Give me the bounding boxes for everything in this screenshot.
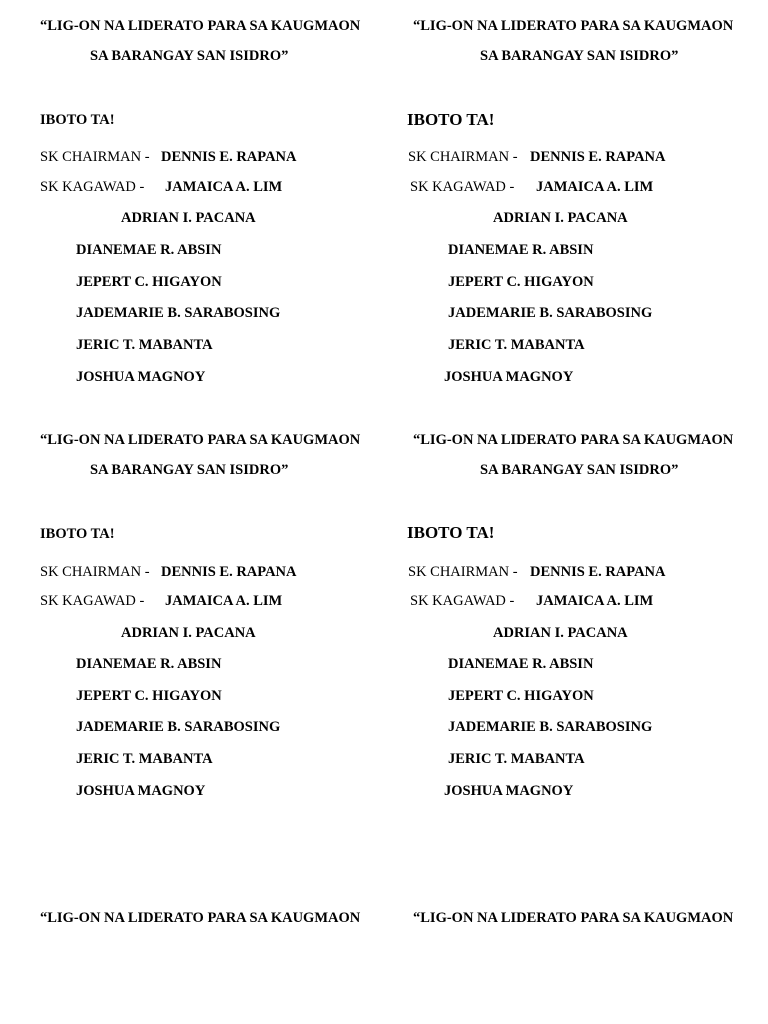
chairman-name: DENNIS E. RAPANA	[161, 564, 297, 580]
kagawad-name: JADEMARIE B. SARABOSING	[76, 719, 281, 735]
kagawad-name: DIANEMAE R. ABSIN	[448, 242, 594, 258]
vote-heading: IBOTO TA!	[40, 112, 115, 128]
kagawad-name: ADRIAN I. PACANA	[121, 210, 256, 226]
kagawad-label: SK KAGAWAD -	[40, 593, 145, 609]
slogan-line-1: “LIG-ON NA LIDERATO PARA SA KAUGMAON	[40, 910, 361, 926]
vote-heading: IBOTO TA!	[407, 110, 495, 129]
slogan-line-2: SA BARANGAY SAN ISIDRO”	[90, 48, 289, 64]
chairman-label: SK CHAIRMAN -	[40, 149, 150, 165]
kagawad-name: JADEMARIE B. SARABOSING	[448, 305, 653, 321]
slogan-line-1: “LIG-ON NA LIDERATO PARA SA KAUGMAON	[413, 910, 734, 926]
slogan-line-1: “LIG-ON NA LIDERATO PARA SA KAUGMAON	[40, 432, 361, 448]
kagawad-name: DIANEMAE R. ABSIN	[76, 656, 222, 672]
chairman-label: SK CHAIRMAN -	[408, 564, 518, 580]
kagawad-name: JEPERT C. HIGAYON	[76, 274, 222, 290]
kagawad-label: SK KAGAWAD -	[410, 593, 515, 609]
chairman-name: DENNIS E. RAPANA	[530, 564, 666, 580]
kagawad-name: ADRIAN I. PACANA	[121, 625, 256, 641]
kagawad-name: JERIC T. MABANTA	[448, 751, 585, 767]
kagawad-name: DIANEMAE R. ABSIN	[448, 656, 594, 672]
kagawad-name: JEPERT C. HIGAYON	[76, 688, 222, 704]
chairman-name: DENNIS E. RAPANA	[530, 149, 666, 165]
kagawad-name: JERIC T. MABANTA	[76, 337, 213, 353]
kagawad-name: JOSHUA MAGNOY	[444, 783, 574, 799]
kagawad-name: JOSHUA MAGNOY	[76, 783, 206, 799]
kagawad-name: JADEMARIE B. SARABOSING	[76, 305, 281, 321]
kagawad-name: JERIC T. MABANTA	[76, 751, 213, 767]
vote-heading: IBOTO TA!	[40, 526, 115, 542]
kagawad-name: JERIC T. MABANTA	[448, 337, 585, 353]
kagawad-name: DIANEMAE R. ABSIN	[76, 242, 222, 258]
slogan-line-1: “LIG-ON NA LIDERATO PARA SA KAUGMAON	[413, 18, 734, 34]
kagawad-name: JAMAICA A. LIM	[536, 593, 654, 609]
chairman-name: DENNIS E. RAPANA	[161, 149, 297, 165]
kagawad-name: JOSHUA MAGNOY	[76, 369, 206, 385]
slogan-line-2: SA BARANGAY SAN ISIDRO”	[480, 48, 679, 64]
kagawad-name: ADRIAN I. PACANA	[493, 210, 628, 226]
kagawad-label: SK KAGAWAD -	[410, 179, 515, 195]
kagawad-name: JAMAICA A. LIM	[536, 179, 654, 195]
slogan-line-2: SA BARANGAY SAN ISIDRO”	[90, 462, 289, 478]
kagawad-label: SK KAGAWAD -	[40, 179, 145, 195]
slogan-line-1: “LIG-ON NA LIDERATO PARA SA KAUGMAON	[413, 432, 734, 448]
kagawad-name: JOSHUA MAGNOY	[444, 369, 574, 385]
kagawad-name: JADEMARIE B. SARABOSING	[448, 719, 653, 735]
chairman-label: SK CHAIRMAN -	[408, 149, 518, 165]
kagawad-name: JAMAICA A. LIM	[165, 179, 283, 195]
vote-heading: IBOTO TA!	[407, 523, 495, 542]
slogan-line-1: “LIG-ON NA LIDERATO PARA SA KAUGMAON	[40, 18, 361, 34]
kagawad-name: JEPERT C. HIGAYON	[448, 274, 594, 290]
kagawad-name: JEPERT C. HIGAYON	[448, 688, 594, 704]
kagawad-name: ADRIAN I. PACANA	[493, 625, 628, 641]
slogan-line-2: SA BARANGAY SAN ISIDRO”	[480, 462, 679, 478]
chairman-label: SK CHAIRMAN -	[40, 564, 150, 580]
kagawad-name: JAMAICA A. LIM	[165, 593, 283, 609]
